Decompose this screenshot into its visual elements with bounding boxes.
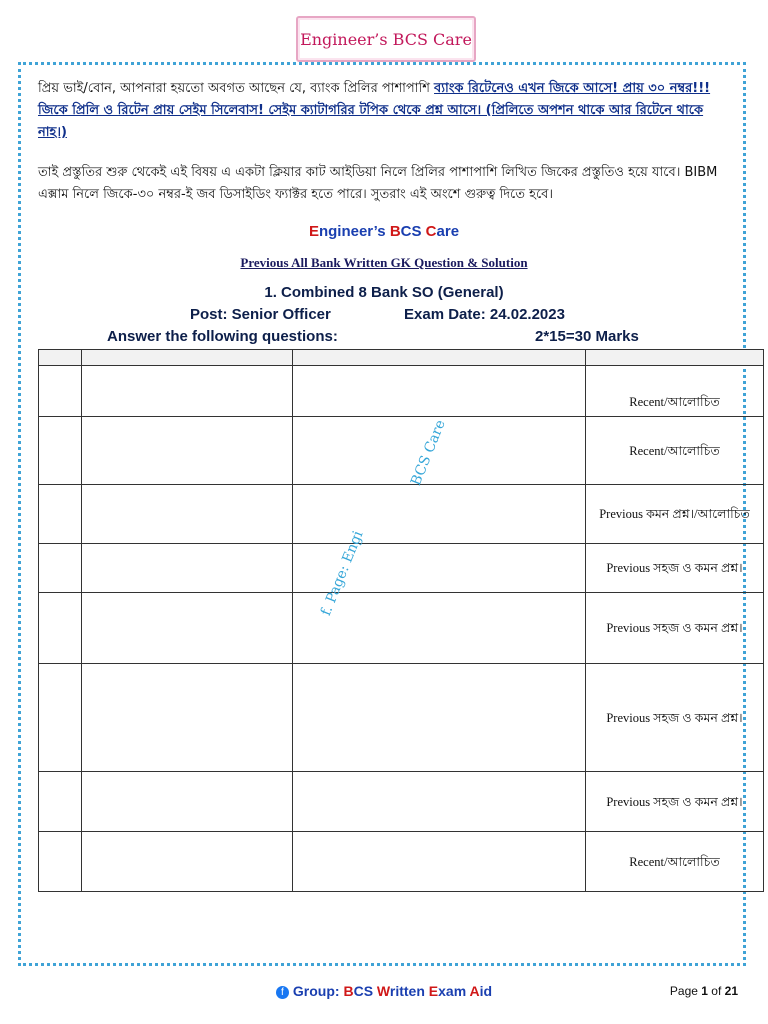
- row-note: Recent/আলোচিত: [586, 417, 764, 485]
- marks-text: 2*15=30 Marks: [535, 328, 639, 345]
- section-subtitle: Previous All Bank Written GK Question & Solution: [240, 255, 528, 270]
- row-note: Recent/আলোচিত: [586, 366, 764, 417]
- row-note: Previous কমন প্রশ্ন।/আলোচিত: [586, 485, 764, 544]
- intro-paragraph-2: তাই প্রস্তুতির শুরু থেকেই এই বিষয় এ একটা ক্লিয়ার কাট আইডিয়া নিলে প্রিলির পাশাপাশি লিখিত জিকের প্রস্তুতিও হয়ে যাবে। BIBM এক্সাম নিলে জিকে-৩০ নম্বর-ই জব ডিসাইডিং ফ্যাক্টর হতে পারে। সুতরাং এই অংশে গুরুত্ব দিতে হবে।: [38, 165, 718, 202]
- question-table: [38, 349, 764, 892]
- intro-text: প্রিয় ভাই/বোন, আপনারা হয়তো অবগত আছেন যে, ব্যাংক প্রিলির পাশাপাশি: [38, 81, 435, 96]
- row-note: Previous সহজ ও কমন প্রশ্ন।: [586, 664, 764, 772]
- row-note: Previous সহজ ও কমন প্রশ্ন।: [586, 544, 764, 593]
- header-badge: Engineer’s BCS Care: [296, 16, 476, 62]
- table-header-row: [39, 350, 764, 366]
- exam-title: 1. Combined 8 Bank SO (General): [264, 284, 504, 301]
- watermark-text: BCS Care: [408, 417, 449, 488]
- instruction-text: Answer the following questions:: [107, 328, 338, 345]
- footer-group-label: f Group: BCS Written Exam Aid: [0, 983, 768, 999]
- intro-highlight: ব্যাংক রিটেনেও এখন জিকে আসে! প্রায় ৩০ নম্বর!!! জিকে প্রিলি ও রিটেন প্রায় সেইম সিলেবাস! সেইম ক্যাটাগরির টপিক থেকে প্রশ্ন আসে। (প্রিলিতে অপশন থাকে আর রিটেনে থাকে নাহ।): [38, 81, 711, 140]
- brand-title: Engineer’s BCS Care: [308, 223, 460, 240]
- table-row: [39, 832, 764, 892]
- intro-paragraph-1: [38, 78, 728, 144]
- table-row: [39, 417, 764, 485]
- table-row: [39, 772, 764, 832]
- page-number: Page 1 of 21: [669, 984, 738, 998]
- table-row: [39, 544, 764, 593]
- exam-date: Exam Date: 24.02.2023: [404, 306, 565, 323]
- table-row: [39, 664, 764, 772]
- table-row: [39, 485, 764, 544]
- row-note: Previous সহজ ও কমন প্রশ্ন।: [586, 772, 764, 832]
- table-row: [39, 593, 764, 664]
- table-row: [39, 366, 764, 417]
- row-note: Recent/আলোচিত: [586, 832, 764, 892]
- facebook-icon: f: [276, 986, 289, 999]
- watermark-text: f. Page: Engi: [318, 528, 367, 618]
- exam-post: Post: Senior Officer: [190, 306, 331, 323]
- row-note: Previous সহজ ও কমন প্রশ্ন।: [586, 593, 764, 664]
